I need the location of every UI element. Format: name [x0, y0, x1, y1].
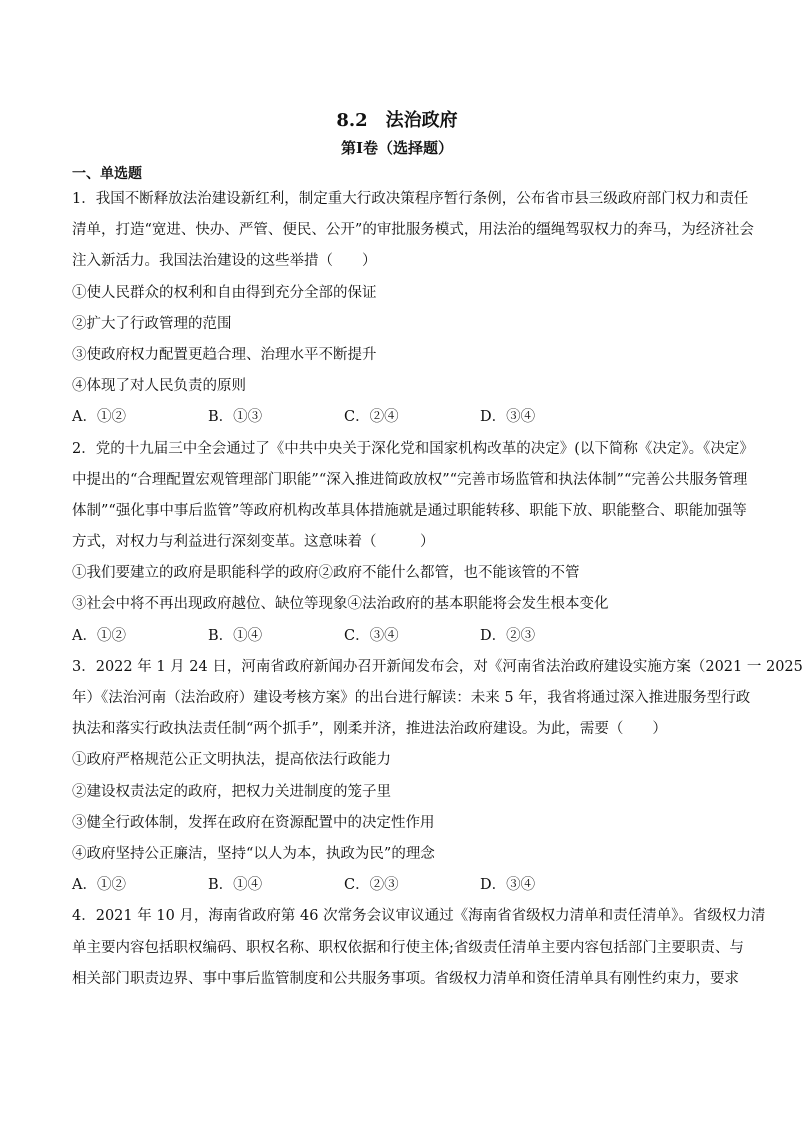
question-text-line: 体制”“强化事中事后监管”等政府机构改革具体措施就是通过职能转移、职能下放、职能整合、职能加强等	[72, 502, 747, 519]
question-text-line: 中提出的“合理配置宏观管理部门职能”“深入推进简政放权”“完善市场监管和执法体制”“完善公共服务管理	[72, 471, 748, 488]
statement-item: ①我们要建立的政府是职能科学的政府②政府不能什么都管，也不能该管的不管	[72, 565, 580, 582]
option-d[interactable]: D．③④	[480, 409, 536, 426]
question-text-line: 清单，打造“宽进、快办、严管、便民、公开”的审批服务模式，用法治的缰绳驾驭权力的奔马，为经济社会	[72, 222, 754, 239]
question-text-line: 3．2022 年 1 月 24 日，河南省政府新闻办召开新闻发布会，对《河南省法治政府建设实施方案（2021 一 2025	[72, 658, 803, 675]
answer-options	[72, 870, 722, 901]
statement-item: ③使政府权力配置更趋合理、治理水平不断提升	[72, 346, 377, 363]
page-subtitle: 第I卷（选择题）	[340, 139, 454, 157]
option-a[interactable]: A．①②	[72, 627, 126, 644]
question-text-line: 年）《法治河南（法治政府）建设考核方案》的出台进行解读：未来 5 年，我省将通过深入推进服务型行政	[72, 690, 751, 706]
section-heading: 一、单选题	[72, 166, 142, 182]
statement-item: ④体现了对人民负责的原则	[72, 378, 246, 395]
answer-options	[72, 402, 722, 433]
option-a[interactable]: A．①②	[72, 409, 126, 426]
question-text-line: 1．我国不断释放法治建设新红利，制定重大行政决策程序暂行条例，公布省市县三级政府部门权力和责任	[72, 191, 749, 207]
question-list	[72, 184, 803, 995]
question-text-line: 相关部门职责边界、事中事后监管制度和公共服务事项。省级权力清单和资任清单具有刚性约束力，要求	[72, 970, 739, 987]
option-d[interactable]: D．③④	[480, 877, 536, 894]
option-a[interactable]: A．①②	[72, 877, 126, 894]
option-c[interactable]: C．②④	[344, 409, 399, 426]
question-text-line: 方式，对权力与利益进行深刻变革。这意味着（ ）	[72, 534, 435, 551]
question-3	[72, 652, 803, 902]
question-text-line: 执法和落实行政执法责任制“两个抓手”，刚柔并济，推进法治政府建设。为此，需要（ ）	[72, 721, 667, 738]
statement-item: ④政府坚持公正廉洁，坚持“以人为本，执政为民”的理念	[72, 845, 435, 862]
question-text-line: 2．党的十九届三中全会通过了《中共中央关于深化党和国家机构改革的决定》(以下简称《决定》。《决定》	[72, 440, 754, 457]
question-1	[72, 184, 754, 434]
option-b[interactable]: B．①④	[208, 627, 263, 644]
option-c[interactable]: C．③④	[344, 627, 399, 644]
statement-item: ②扩大了行政管理的范围	[72, 315, 232, 332]
option-b[interactable]: B．①④	[208, 877, 263, 894]
statement-item: ③健全行政体制，发挥在政府在资源配置中的决定性作用	[72, 814, 435, 831]
question-2	[72, 434, 754, 652]
statement-item: ②建设权责法定的政府，把权力关进制度的笼子里	[72, 783, 391, 800]
option-d[interactable]: D．②③	[480, 627, 536, 644]
page-title: 8.2 法治政府	[336, 110, 458, 131]
question-text-line: 单主要内容包括职权编码、职权名称、职权依据和行使主体;省级责任清单主要内容包括部门主要职责、与	[72, 939, 744, 956]
question-text-line: 4．2021 年 10 月，海南省政府第 46 次常务会议审议通过《海南省省级权力清单和责任清单》。省级权力清	[72, 908, 766, 925]
option-c[interactable]: C．②③	[344, 877, 399, 894]
statement-item: ①使人民群众的权利和自由得到充分全部的保证	[72, 284, 377, 301]
answer-options	[72, 621, 722, 652]
question-text-line: 注入新活力。我国法治建设的这些举措（ ）	[72, 253, 377, 270]
question-4	[72, 901, 766, 995]
statement-item: ③社会中将不再出现政府越位、缺位等现象④法治政府的基本职能将会发生根本变化	[72, 596, 609, 613]
option-b[interactable]: B．①③	[208, 409, 263, 426]
statement-item: ①政府严格规范公正文明执法，提高依法行政能力	[72, 752, 391, 769]
